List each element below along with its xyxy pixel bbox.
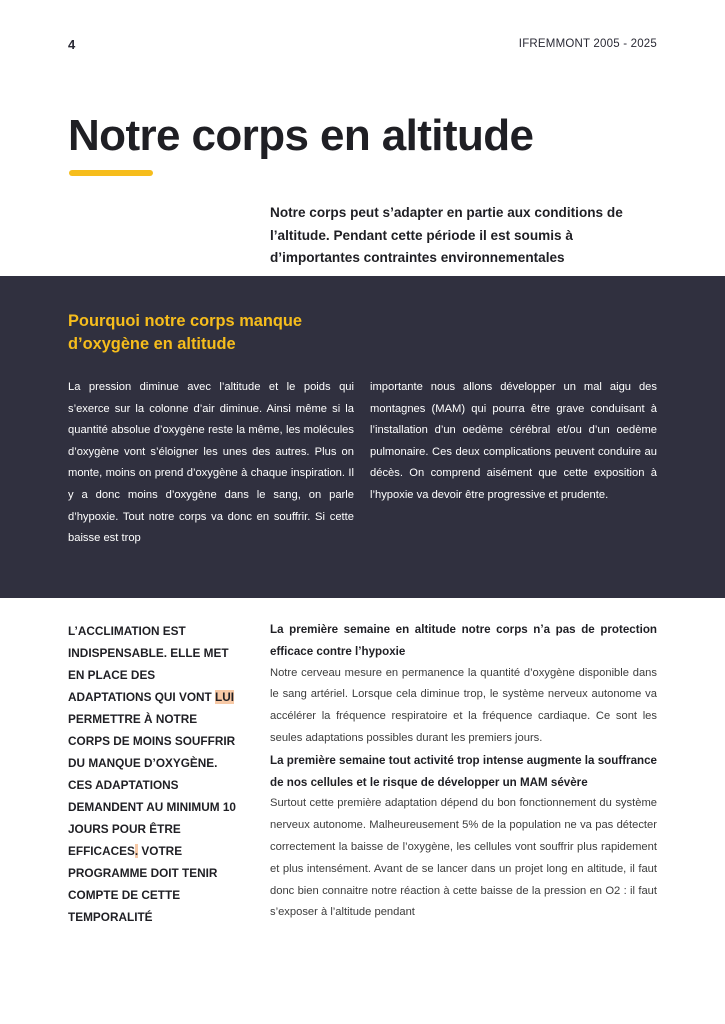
- page-title: Notre corps en altitude: [68, 111, 534, 160]
- lead-paragraph: Notre corps peut s’adapter en partie aux conditions de l’altitude. Pendant cette période il est soumis à d’importantes contraintes environnementales: [270, 205, 623, 265]
- main-text-column: [270, 619, 657, 924]
- sidebar-text-end: VOTRE PROGRAMME DOIT TENIR COMPTE DE CETTE TEMPORALITÉ: [68, 844, 218, 924]
- sidebar-highlight: LUI: [215, 690, 235, 704]
- running-header: IFREMMONT 2005 - 2025: [518, 38, 657, 50]
- sidebar-text-middle: PERMETTRE À NOTRE CORPS DE MOINS SOUFFRIR DU MANQUE D’OXYGÈNE. CES ADAPTATIONS DEMANDENT AU MINIMUM 10 JOURS POUR ÊTRE EFFICACES: [68, 712, 236, 858]
- sidebar-text-start: L’ACCLIMATION EST INDISPENSABLE. ELLE MET EN PLACE DES ADAPTATIONS QUI VONT: [68, 624, 229, 704]
- section-right-column: importante nous allons développer un mal aigu des montagnes (MAM) qui pourra être grave conduisant à l’installation d’un oedème cérébral et/ou d’un oedème pulmonaire. Ces deux complications peuvent conduire au décès. On comprend aisément que cette exposition à l’hypoxie va devoir être progressive et prudente.: [370, 381, 657, 501]
- page-number: 4: [68, 37, 76, 52]
- section-left-column: La pression diminue avec l’altitude et le poids qui s’exerce sur la colonne d’air diminue. Ainsi même si la quantité absolue d’oxygène reste la même, les molécules d’oxygène vont s’éloigner les unes des autres. Plus on monte, moins on prend d’oxygène à chaque inspiration. Il y a donc moins d’oxygène dans le sang, on parle d’hypoxie. Tout notre corps va donc en souffrir. Si cette baisse est trop: [68, 381, 354, 545]
- sidebar-highlight-mark: .: [134, 844, 139, 858]
- section-heading: Pourquoi notre corps manque d’oxygène en altitude: [68, 312, 303, 353]
- subheading-intense-activity: La première semaine tout activité trop intense augmente la souffrance de nos cellules et le risque de développer un MAM sévère: [270, 753, 657, 789]
- body-paragraph-1: Notre cerveau mesure en permanence la quantité d’oxygène disponible dans le sang artériel. Lorsque cela diminue trop, le système nerveux autonome va accélérer la fréquence respiratoire et la fréquence cardiaque. Ce sont les seules adaptations possibles durant les premiers jours.: [270, 666, 657, 744]
- sidebar-callout: [68, 620, 238, 928]
- title-underline-bar: [69, 170, 153, 176]
- subheading-first-week: La première semaine en altitude notre corps n’a pas de protection efficace contre l’hypoxie: [270, 623, 657, 658]
- body-paragraph-2: Surtout cette première adaptation dépend du bon fonctionnement du système nerveux autonome. Malheureusement 5% de la population ne va pas détecter correctement la baisse de l’oxygène, les cellules vont souffrir plus rapidement et plus intensément. Avant de se lancer dans un projet long en altitude, il faut donc bien connaitre notre réaction à cette baisse de la pression en O2 : il faut s’exposer à l’altitude pendant: [270, 797, 657, 919]
